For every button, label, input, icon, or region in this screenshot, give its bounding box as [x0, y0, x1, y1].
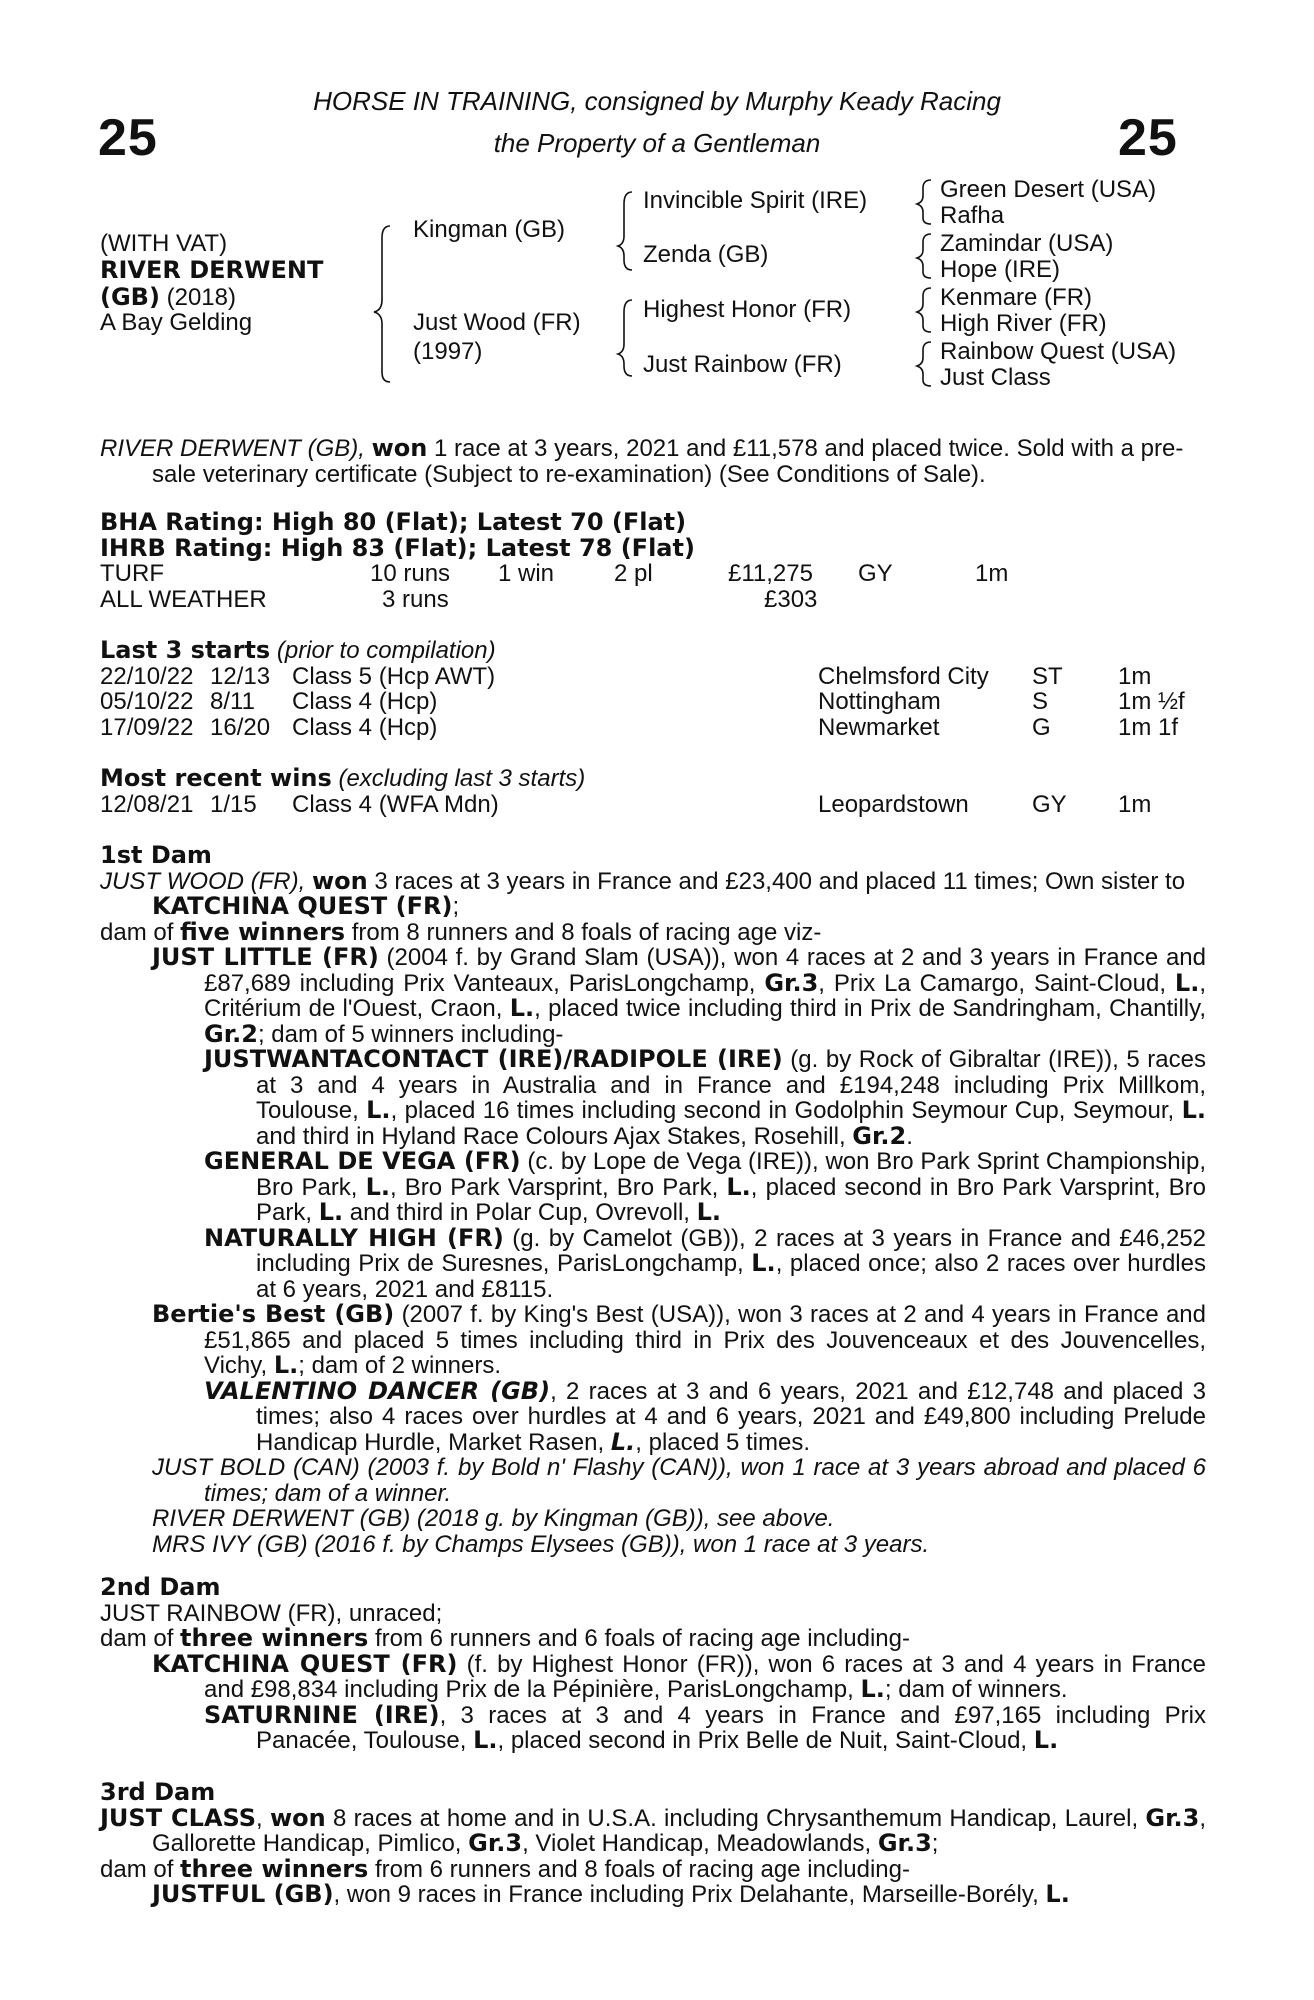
general-l2: L.	[726, 1172, 751, 1201]
general-l4: L.	[696, 1198, 722, 1226]
recent-win-date: 12/08/21	[100, 790, 194, 818]
property-line: the Property of a Gentleman	[493, 128, 821, 158]
aw-runs: 3 runs	[382, 585, 449, 613]
general-entry	[204, 1149, 1206, 1226]
third-dam-section	[100, 1780, 1206, 1908]
recent-title: Most recent wins	[100, 764, 332, 792]
damof-prefix: dam of	[100, 918, 181, 946]
saturnine-l2: L.	[1033, 1726, 1059, 1754]
last-start-race: Class 5 (Hcp AWT)	[292, 662, 496, 690]
third-dam-title: 3rd Dam	[100, 1778, 216, 1806]
justwanta-gr2: Gr.2	[852, 1121, 907, 1150]
gg-4: Hope (IRE)	[940, 256, 1061, 283]
just-little-gr3: Gr.3	[764, 968, 819, 997]
consignment-line: HORSE IN TRAINING, consigned by Murphy Keady Racing	[313, 86, 1001, 116]
just-little-l1: L.	[1174, 968, 1200, 997]
last-start-row	[100, 715, 1206, 741]
valentino-t2: , placed 5 times.	[635, 1428, 811, 1456]
justful-name: JUSTFUL (GB)	[152, 1880, 334, 1908]
justwanta-t1: (g. by Rock of Gibraltar (IRE)), 5 races at 3 and 4 years in Australia and in France and £194,248 including Prix Millkom, Toulouse,	[256, 1046, 1206, 1124]
race-summary	[100, 436, 1206, 487]
just-class-entry	[100, 1803, 1206, 1857]
last-start-race: Class 4 (Hcp)	[292, 713, 438, 741]
last-start-date: 22/10/22	[100, 662, 194, 690]
turf-money: £11,275	[728, 560, 813, 587]
summary-horse-name: RIVER DERWENT (GB),	[100, 435, 365, 462]
last-3-heading	[100, 638, 1206, 664]
katchina-t1: (f. by Highest Honor (FR)), won 6 races at 3 and 4 years in France and £98,834 including Prix de la Pépinière, ParisLongchamp,	[204, 1650, 1207, 1703]
first-dam-damof	[100, 917, 1206, 946]
saturnine-entry	[204, 1700, 1206, 1754]
recent-win-going: GY	[1032, 790, 1067, 818]
berties-t2: ; dam of 2 winners.	[298, 1352, 501, 1379]
gg-8: Just Class	[940, 364, 1051, 391]
justful-t1: , won 9 races in France including Prix Delahante, Marseille-Borély,	[333, 1881, 1046, 1908]
horse-vat: (WITH VAT)	[100, 230, 228, 257]
turf-runs: 10 runs	[370, 560, 451, 587]
recent-win-dist: 1m	[1118, 790, 1152, 818]
damof-winners: five winners	[180, 917, 346, 946]
just-little-t1: (2004 f. by Grand Slam (USA)), won 4 races at 2 and 3 years in France and £87,689 including Prix Vanteaux, ParisLongchamp,	[204, 944, 1206, 997]
first-dam-title: 1st Dam	[100, 841, 212, 869]
dam: Just Wood (FR)	[413, 309, 581, 336]
dam-dam: Just Rainbow (FR)	[643, 351, 842, 378]
recent-heading	[100, 766, 1206, 792]
just-class-t3: , Violet Handicap, Meadowlands,	[522, 1830, 878, 1857]
dam2-damof-suffix: from 6 runners and 6 foals of racing age including-	[368, 1625, 910, 1652]
horse-country: (GB)	[100, 283, 160, 311]
dam3-damof-suffix: from 6 runners and 8 foals of racing age including-	[368, 1855, 910, 1883]
last-start-going: G	[1032, 713, 1051, 741]
lot-number-left: 25	[98, 109, 158, 167]
just-class-name: JUST CLASS	[100, 1803, 257, 1832]
second-dam-title: 2nd Dam	[100, 1573, 221, 1601]
justwanta-entry	[204, 1047, 1206, 1149]
horse-year: (2018)	[159, 284, 236, 311]
general-l3: L.	[318, 1198, 344, 1226]
justwanta-l2: L.	[1181, 1096, 1207, 1124]
recent-win-row	[100, 792, 1206, 818]
katchina-l1: L.	[860, 1675, 885, 1703]
berties-t1: (2007 f. by King's Best (USA)), won 3 races at 2 and 4 years in France and £51,865 and placed 5 times including third in Prix des Jouvenceaux et des Jouvencelles, Vichy,	[204, 1301, 1207, 1379]
berties-l1: L.	[273, 1351, 299, 1379]
saturnine-t1: , 3 races at 3 and 4 years in France and £97,165 including Prix Panacée, Toulouse,	[256, 1701, 1206, 1754]
justwanta-t3: and third in Hyland Race Colours Ajax Stakes, Rosehill,	[256, 1122, 853, 1150]
last-start-going: ST	[1032, 662, 1063, 690]
just-wood-end: ;	[452, 893, 460, 920]
sire: Kingman (GB)	[413, 216, 566, 243]
aw-label: ALL WEATHER	[100, 585, 267, 613]
just-wood-name: JUST WOOD (FR),	[100, 867, 306, 895]
sire-dam: Zenda (GB)	[643, 241, 769, 268]
most-recent-wins	[100, 766, 1206, 817]
katchina-t2: ; dam of winners.	[884, 1676, 1068, 1703]
general-t4: and third in Polar Cup, Ovrevoll,	[343, 1199, 697, 1226]
saturnine-name: SATURNINE (IRE)	[204, 1700, 440, 1729]
just-class-g3: Gr.3	[877, 1829, 932, 1857]
general-t2: , Bro Park Varsprint, Bro Park,	[390, 1173, 727, 1201]
dam-year: (1997)	[413, 338, 483, 365]
last-start-dist: 1m ½f	[1118, 688, 1185, 715]
first-dam-section	[100, 843, 1206, 1557]
horse-name: RIVER DERWENT	[100, 256, 324, 284]
summary-paragraph	[100, 436, 1206, 487]
just-class-t4: ;	[931, 1830, 939, 1857]
naturally-t1: (g. by Camelot (GB)), 2 races at 3 years in France and £46,252 including Prix de Suresnes, ParisLongchamp,	[256, 1224, 1207, 1277]
gg-5: Kenmare (FR)	[940, 284, 1093, 311]
second-dam-section	[100, 1575, 1206, 1754]
valentino-l1: L.	[610, 1427, 636, 1456]
ratings-block	[100, 510, 1206, 612]
just-little-t4: , placed twice including third in Prix de Sandringham, Chantilly,	[534, 995, 1207, 1022]
last-start-course: Newmarket	[818, 713, 940, 741]
turf-wins: 1 win	[498, 560, 555, 587]
berties-entry	[152, 1302, 1206, 1379]
aw-record	[100, 587, 1206, 613]
valentino-name: VALENTINO DANCER (GB)	[204, 1376, 551, 1405]
bha-rating: BHA Rating: High 80 (Flat); Latest 70 (Flat)	[100, 508, 687, 536]
last-start-date: 05/10/22	[100, 688, 194, 715]
aw-money: £303	[764, 585, 818, 613]
saturnine-t2: , placed second in Prix Belle de Nuit, Saint-Cloud,	[497, 1727, 1034, 1754]
naturally-t2: , placed once; also 2 races over hurdles at 6 years, 2021 and £8115.	[256, 1250, 1206, 1303]
turf-placed: 2 pl	[614, 560, 653, 587]
just-little-gr2: Gr.2	[204, 1019, 258, 1048]
berties-name: Bertie's Best (GB)	[152, 1300, 395, 1328]
second-dam-damof	[100, 1626, 1206, 1652]
ihrb-rating: IHRB Rating: High 83 (Flat); Latest 78 (Flat)	[100, 533, 695, 562]
just-class-g1: Gr.3	[1145, 1803, 1200, 1832]
last-start-pos: 8/11	[210, 688, 255, 715]
justful-l1: L.	[1045, 1880, 1070, 1908]
horse-description: A Bay Gelding	[100, 309, 253, 336]
last-start-course: Chelmsford City	[818, 662, 989, 690]
turf-going: GY	[858, 560, 893, 587]
recent-win-race: Class 4 (WFA Mdn)	[292, 790, 499, 818]
just-little-entry	[152, 945, 1206, 1047]
lot-number-right: 25	[1118, 109, 1178, 167]
justwanta-t4: .	[906, 1122, 913, 1150]
turf-distance: 1m	[975, 560, 1009, 587]
just-class-t1: 8 races at home and in U.S.A. including Chrysanthemum Handicap, Laurel,	[325, 1804, 1146, 1832]
general-t3: , placed second in Bro Park Varsprint, Bro Park,	[256, 1173, 1207, 1226]
just-wood-won: won	[311, 866, 368, 895]
naturally-entry	[204, 1223, 1207, 1303]
dam-sire: Highest Honor (FR)	[643, 296, 852, 323]
last-start-dist: 1m	[1118, 662, 1152, 690]
general-l1: L.	[365, 1172, 391, 1201]
just-little-t3: , Critérium de l'Ouest, Craon,	[204, 969, 1206, 1022]
dam2-damof-winners: three winners	[180, 1624, 369, 1652]
valentino-entry	[204, 1376, 1207, 1456]
gg-6: High River (FR)	[940, 310, 1107, 337]
first-dam-intro	[100, 866, 1206, 920]
turf-label: TURF	[100, 560, 164, 587]
gg-7: Rainbow Quest (USA)	[940, 338, 1177, 365]
just-class-sep: ,	[256, 1804, 270, 1832]
katchina-entry	[152, 1649, 1207, 1703]
second-dam-intro: JUST RAINBOW (FR), unraced;	[100, 1599, 443, 1627]
dam2-damof-prefix: dam of	[100, 1625, 181, 1652]
last-start-race: Class 4 (Hcp)	[292, 688, 438, 715]
mrs-ivy-entry: MRS IVY (GB) (2016 f. by Champs Elysees (GB)), won 1 race at 3 years.	[152, 1530, 930, 1558]
just-wood-text: 3 races at 3 years in France and £23,400 and placed 11 times; Own sister to	[367, 867, 1186, 895]
general-t1: (c. by Lope de Vega (IRE)), won Bro Park Sprint Championship, Bro Park,	[256, 1148, 1206, 1201]
just-bold-entry: JUST BOLD (CAN) (2003 f. by Bold n' Flashy (CAN)), won 1 race at 3 years abroad and placed 6 times; dam of a winner.	[152, 1454, 1206, 1507]
summary-won: won	[371, 434, 428, 462]
justwanta-t2: , placed 16 times including second in Godolphin Seymour Cup, Seymour,	[390, 1097, 1182, 1124]
damof-suffix: from 8 runners and 8 foals of racing age viz-	[345, 918, 822, 946]
just-little-t5: ; dam of 5 winners including-	[257, 1020, 564, 1048]
just-little-t2: , Prix La Camargo, Saint-Cloud,	[818, 969, 1175, 997]
justwanta-l1: L.	[366, 1096, 391, 1124]
just-class-g2: Gr.3	[468, 1829, 523, 1857]
last-start-date: 17/09/22	[100, 713, 194, 741]
justful-entry	[152, 1882, 1206, 1908]
just-class-won: won	[269, 1803, 326, 1832]
river-entry: RIVER DERWENT (GB) (2018 g. by Kingman (GB)), see above.	[152, 1505, 835, 1532]
gg-1: Green Desert (USA)	[940, 176, 1157, 203]
dam3-damof-prefix: dam of	[100, 1855, 181, 1883]
last-start-course: Nottingham	[818, 688, 941, 715]
naturally-l1: L.	[751, 1249, 776, 1277]
just-little-l2: L.	[509, 994, 535, 1022]
gg-3: Zamindar (USA)	[940, 230, 1114, 257]
sire-sire: Invincible Spirit (IRE)	[643, 187, 868, 214]
valentino-t1: , 2 races at 3 and 6 years, 2021 and £12,748 and placed 3 times; also 4 races over hurdles at 4 and 6 years, 2021 and £49,800 including Prelude Handicap Hurdle, Market Rasen,	[256, 1377, 1207, 1456]
recent-win-pos: 1/15	[210, 790, 257, 818]
last-start-row	[100, 689, 1206, 715]
last-3-note: (prior to compilation)	[270, 637, 496, 664]
last-3-title: Last 3 starts	[100, 636, 271, 664]
last-start-dist: 1m 1f	[1118, 713, 1179, 741]
last-3-starts	[100, 638, 1206, 740]
just-class-t2: , Gallorette Handicap, Pimlico,	[152, 1804, 1206, 1857]
general-name: GENERAL DE VEGA (FR)	[204, 1147, 521, 1175]
last-start-row	[100, 664, 1206, 690]
third-dam-damof	[100, 1854, 1206, 1883]
saturnine-l1: L.	[473, 1726, 498, 1754]
sister-name: KATCHINA QUEST (FR)	[152, 892, 453, 920]
last-start-pos: 12/13	[210, 662, 271, 690]
justwanta-name: JUSTWANTACONTACT (IRE)/RADIPOLE (IRE)	[204, 1045, 783, 1073]
gg-2: Rafha	[940, 202, 1005, 229]
turf-record	[100, 561, 1206, 587]
naturally-name: NATURALLY HIGH (FR)	[204, 1223, 504, 1252]
last-start-going: S	[1032, 688, 1049, 715]
last-start-pos: 16/20	[210, 713, 271, 741]
recent-win-course: Leopardstown	[818, 790, 969, 818]
summary-text: 1 race at 3 years, 2021 and £11,578 and placed twice. Sold with a pre-sale veterinary certificate (Subject to re-examination) (See Conditions of Sale).	[152, 435, 1184, 488]
just-little-name: JUST LITTLE (FR)	[152, 943, 379, 971]
dam3-damof-winners: three winners	[180, 1854, 369, 1883]
katchina-name: KATCHINA QUEST (FR)	[152, 1649, 458, 1678]
recent-note: (excluding last 3 starts)	[331, 765, 586, 792]
horse-origin-year	[100, 283, 236, 312]
